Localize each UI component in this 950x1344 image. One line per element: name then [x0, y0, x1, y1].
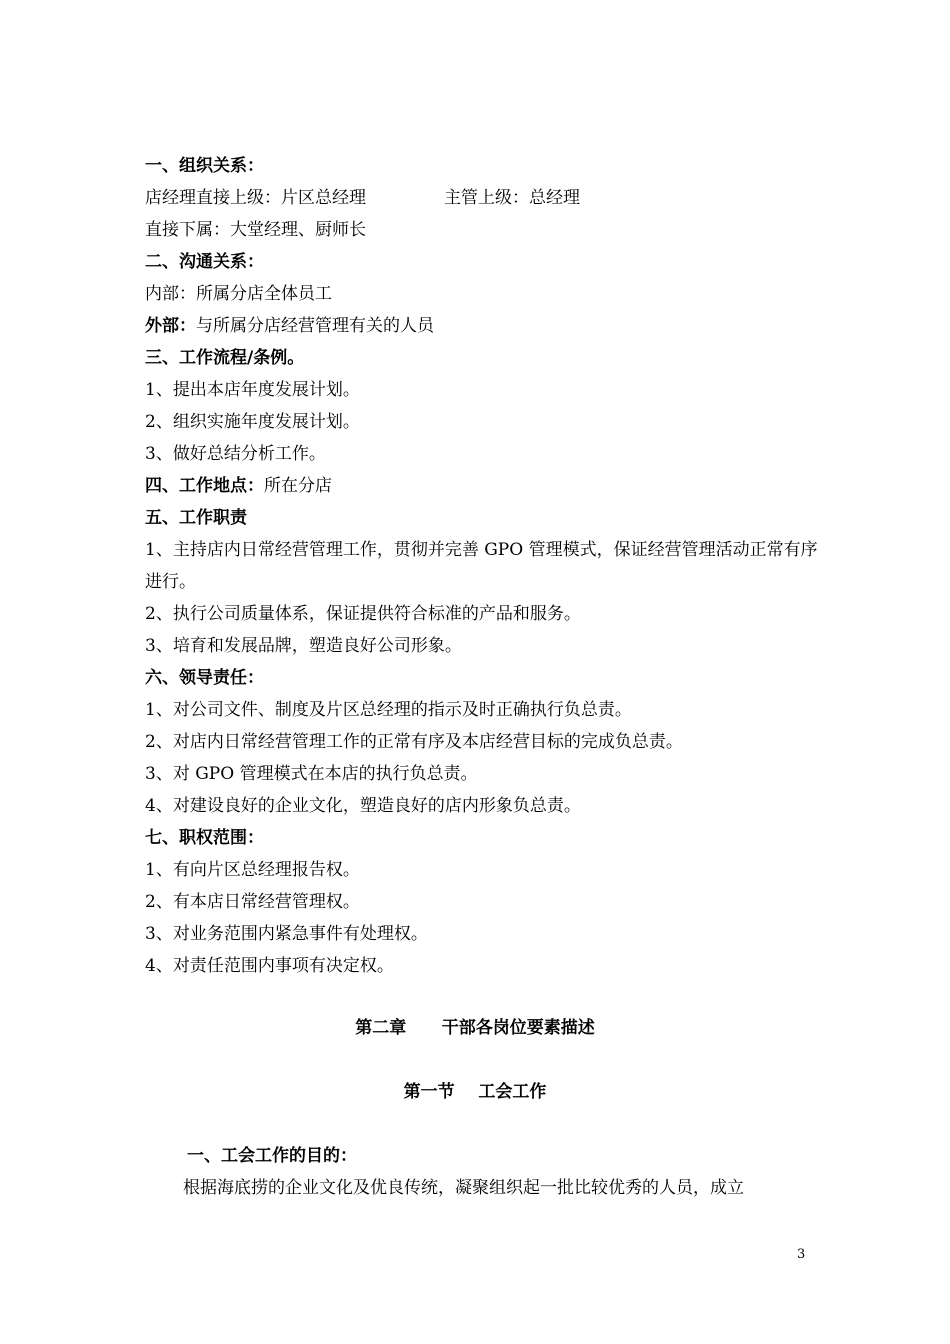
- external-comm-text: 与所属分店经营管理有关的人员: [196, 316, 434, 336]
- duty-item: 3、培育和发展品牌，塑造良好公司形象。: [145, 636, 462, 656]
- workflow-item: 2、组织实施年度发展计划。: [145, 412, 360, 432]
- workflow-heading: 三、工作流程/条例。: [145, 348, 305, 368]
- duty-item: 2、执行公司质量体系，保证提供符合标准的产品和服务。: [145, 604, 581, 624]
- work-location-line: [145, 470, 825, 502]
- external-comm-label: 外部：: [145, 316, 196, 336]
- authority-item: 3、对业务范围内紧急事件有处理权。: [145, 924, 428, 944]
- subordinates-text: 直接下属：大堂经理、厨师长: [145, 220, 366, 240]
- authority-item: 2、有本店日常经营管理权。: [145, 892, 360, 912]
- duty-item: 1、主持店内日常经营管理工作，贯彻并完善 GPO 管理模式，保证经营管理活动正常有序进行。: [145, 540, 818, 592]
- leadership-item: 1、对公司文件、制度及片区总经理的指示及时正确执行负总责。: [145, 700, 632, 720]
- work-location-heading: 四、工作地点：: [145, 476, 264, 496]
- leadership-item: 3、对 GPO 管理模式在本店的执行负总责。: [145, 764, 478, 784]
- authority-heading: 七、职权范围：: [145, 828, 264, 848]
- comm-relations-heading: 二、沟通关系：: [145, 252, 264, 272]
- union-purpose-paragraph: 根据海底捞的企业文化及优良传统，凝聚组织起一批比较优秀的人员，成立: [183, 1178, 744, 1198]
- reporting-line: [145, 182, 825, 214]
- page-number: 3: [797, 1247, 806, 1262]
- duties-heading: 五、工作职责: [145, 508, 247, 528]
- leadership-heading: 六、领导责任：: [145, 668, 264, 688]
- external-comm-line: [145, 310, 825, 342]
- direct-superior-text: 店经理直接上级：片区总经理: [145, 188, 366, 208]
- union-purpose-heading: 一、工会工作的目的：: [187, 1146, 357, 1166]
- workflow-item: 3、做好总结分析工作。: [145, 444, 326, 464]
- supervisor-text: 主管上级：总经理: [444, 188, 580, 208]
- leadership-item: 2、对店内日常经营管理工作的正常有序及本店经营目标的完成负总责。: [145, 732, 683, 752]
- section-title: 第一节 工会工作: [403, 1082, 547, 1102]
- org-relations-heading: 一、组织关系：: [145, 156, 264, 176]
- workflow-item: 1、提出本店年度发展计划。: [145, 380, 360, 400]
- authority-item: 1、有向片区总经理报告权。: [145, 860, 360, 880]
- leadership-item: 4、对建设良好的企业文化，塑造良好的店内形象负总责。: [145, 796, 581, 816]
- work-location-value: 所在分店: [264, 476, 332, 496]
- chapter-title: 第二章 干部各岗位要素描述: [355, 1018, 595, 1038]
- internal-comm-text: 内部：所属分店全体员工: [145, 284, 332, 304]
- job-description-body: [145, 150, 825, 982]
- authority-item: 4、对责任范围内事项有决定权。: [145, 956, 394, 976]
